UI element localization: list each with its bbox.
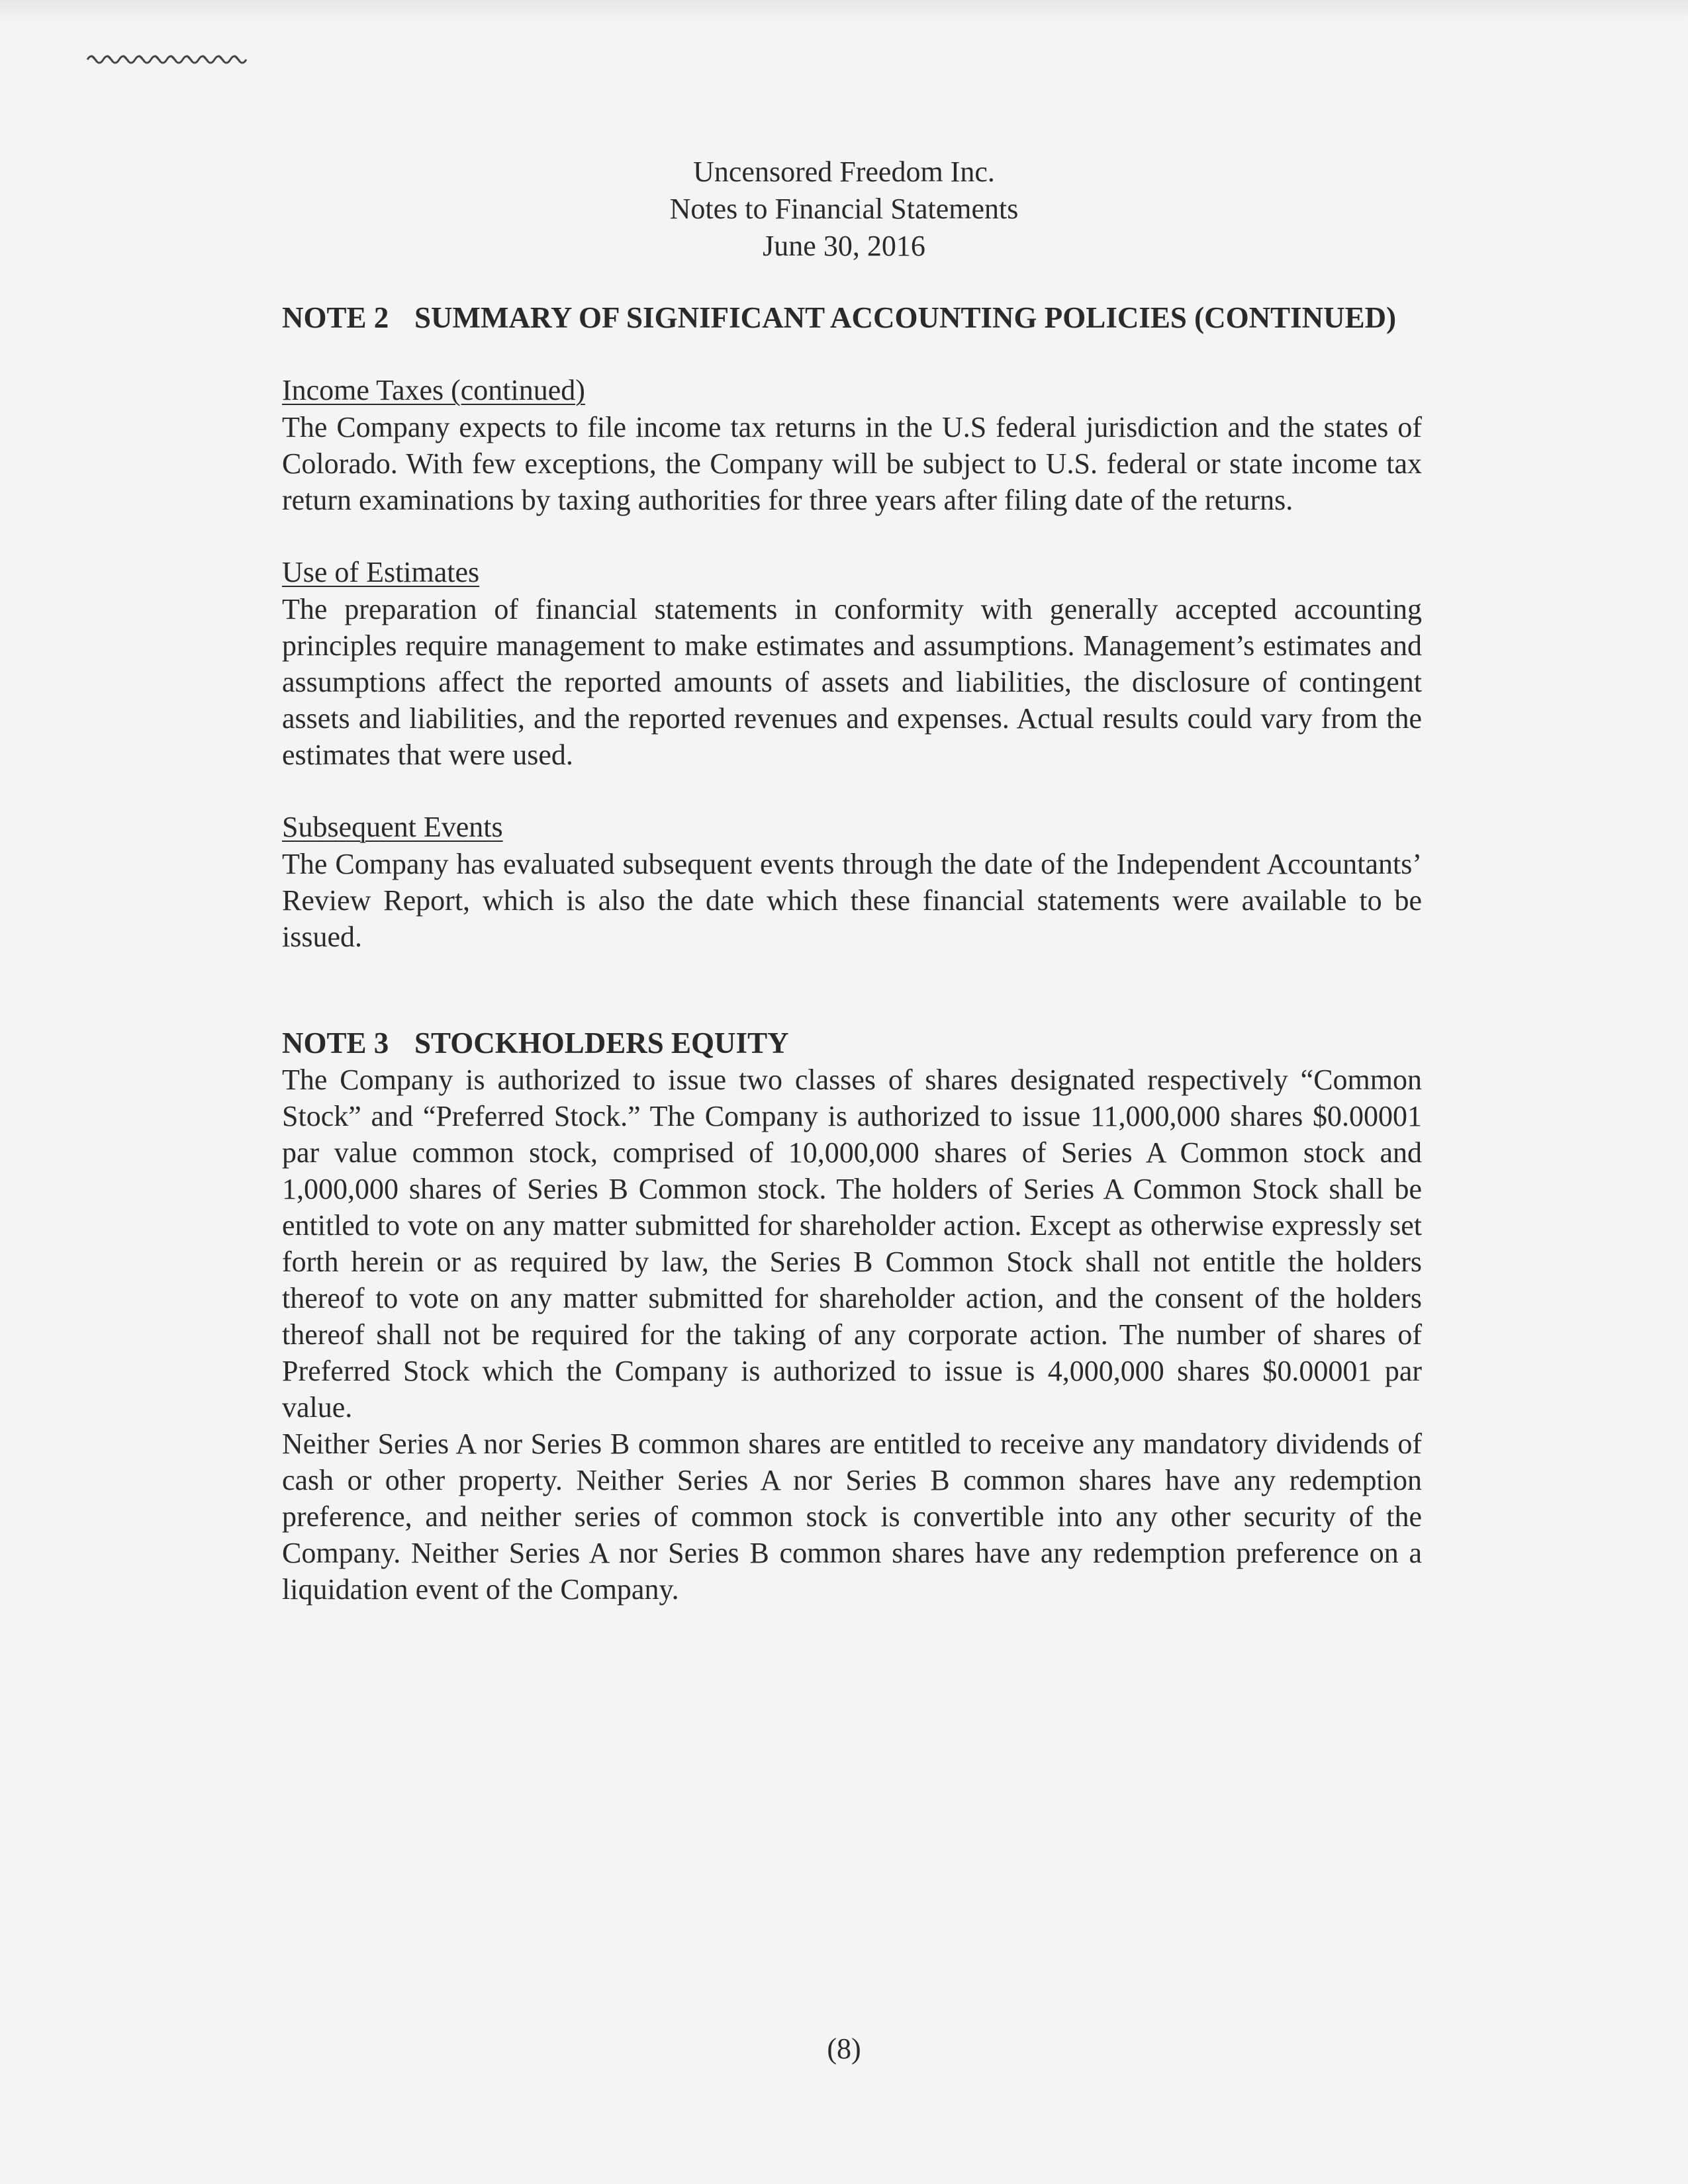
paragraph-dividends-redemption: Neither Series A nor Series B common shares are entitled to receive any mandatory dividends of cash or other property. Neither Series A nor Series B common shares have any redemption preference, and neither series of common stock is convertible into any other security of the Company. Neither Series A nor Series B common shares have any redemption preference on a liquidation event of the Company. xyxy=(282,1428,1422,1606)
page-number: (8) xyxy=(827,2032,861,2065)
paragraph-subsequent-events: The Company has evaluated subsequent events through the date of the Independent Accountants’ Review Report, which is also the date which these financial statements were available to be issued. xyxy=(282,848,1422,953)
company-name: Uncensored Freedom Inc. xyxy=(693,156,995,188)
note-3-heading xyxy=(282,1024,1422,1062)
section-title-subsequent-events: Subsequent Events xyxy=(282,811,503,843)
page-top-edge xyxy=(0,0,1688,20)
note-2-number: NOTE 2 xyxy=(282,301,389,334)
note-2-heading xyxy=(282,299,1422,336)
document-body xyxy=(282,299,1422,1608)
scanner-artifact-mark xyxy=(85,49,257,66)
paragraph-use-of-estimates: The preparation of financial statements in conformity with generally accepted accounting principles require management to make estimates and assumptions. Management’s estimates and assumptions affect the reported amounts of assets and liabilities, the disclosure of contingent assets and liabilities, and the reported revenues and expenses. Actual results could vary from the estimates that were used. xyxy=(282,593,1422,771)
paragraph-income-taxes: The Company expects to file income tax returns in the U.S federal jurisdiction and the states of Colorado. With few exceptions, the Company will be subject to U.S. federal or state income tax return examinations by taxing authorities for three years after filing date of the returns. xyxy=(282,411,1422,516)
paragraph-share-classes: The Company is authorized to issue two classes of shares designated respectively “Common Stock” and “Preferred Stock.” The Company is authorized to issue 11,000,000 shares $0.00001 par value common stock, comprised of 10,000,000 shares of Series A Common stock and 1,000,000 shares of Series B Common stock. The holders of Series A Common Stock shall be entitled to vote on any matter submitted for shareholder action. Except as otherwise expressly set forth herein or as required by law, the Series B Common Stock shall not entitle the holders thereof to vote on any matter submitted for shareholder action, and the consent of the holders thereof shall not be required for the taking of any corporate action. The number of shares of Preferred Stock which the Company is authorized to issue is 4,000,000 shares $0.00001 par value. xyxy=(282,1064,1422,1424)
document-header xyxy=(0,154,1688,265)
statement-date: June 30, 2016 xyxy=(763,230,925,262)
note-2-title: SUMMARY OF SIGNIFICANT ACCOUNTING POLICIES (CONTINUED) xyxy=(414,301,1397,334)
note-3-number: NOTE 3 xyxy=(282,1026,389,1060)
section-title-income-taxes: Income Taxes (continued) xyxy=(282,374,585,406)
document-title: Notes to Financial Statements xyxy=(669,193,1019,225)
section-title-use-of-estimates: Use of Estimates xyxy=(282,556,480,588)
note-3-title: STOCKHOLDERS EQUITY xyxy=(414,1026,789,1060)
